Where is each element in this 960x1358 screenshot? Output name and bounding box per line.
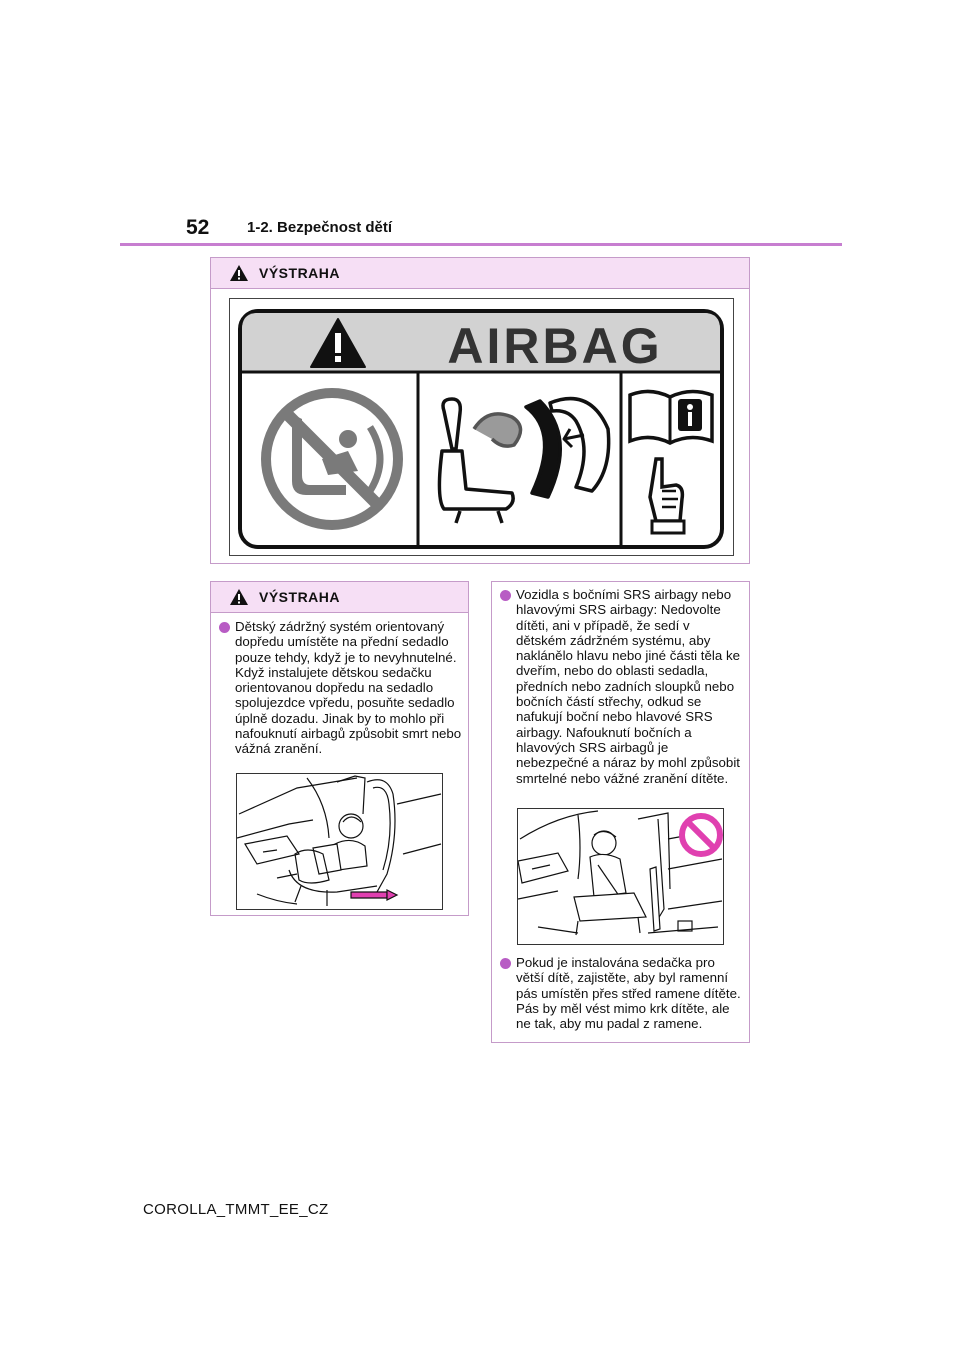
forward-seat-illustration bbox=[236, 773, 443, 910]
document-code: COROLLA_TMMT_EE_CZ bbox=[143, 1201, 329, 1218]
warning-bullet bbox=[217, 619, 462, 757]
bullet-text: Dětský zádržný systém orientovaný dopředu umístěte na přední sedadlo pouze tehdy, když je to nevyhnutelné. Když instalujete dětskou sedačku orientovanou dopředu na sedadlo spolujezdce vpředu, posuňte sedadlo úplně dozadu. Jinak by to mohlo při nafouknutí airbagů způsobit smrt nebo vážná zranění. bbox=[235, 619, 462, 757]
bullet-dot bbox=[219, 622, 230, 633]
forward-seat-warning-box bbox=[210, 581, 469, 916]
side-airbag-caution-box bbox=[491, 581, 750, 1043]
caution-bullet-2 bbox=[498, 955, 743, 1031]
airbag-label-text: AIRBAG bbox=[447, 318, 663, 374]
page-number: 52 bbox=[186, 216, 210, 239]
bullet-dot bbox=[500, 958, 511, 969]
warning-triangle-icon bbox=[229, 264, 249, 282]
airbag-warning-box bbox=[210, 257, 750, 564]
warning-triangle-icon bbox=[229, 588, 249, 606]
child-leaning-illustration bbox=[517, 808, 724, 945]
warning-title: VÝSTRAHA bbox=[259, 265, 341, 281]
bullet-dot bbox=[500, 590, 511, 601]
warning-title: VÝSTRAHA bbox=[259, 589, 341, 605]
section-title: 1-2. Bezpečnost dětí bbox=[247, 219, 393, 236]
caution-bullet-1 bbox=[498, 587, 743, 786]
bullet-text: Pokud je instalována sedačka pro větší dítě, zajistěte, aby byl ramenní pás umístěn přes střed ramene dítěte. Pás by měl vést mimo krk dítěte, ale ne tak, aby mu padal z ramene. bbox=[516, 955, 741, 1032]
bullet-text: Vozidla s bočními SRS airbagy nebo hlavovými SRS airbagy: Nedovolte dítěti, ani v případě, že sedí v dětském zádržném systému, aby naklánělo hlavu nebo jiné části těla ke dveřím, nebo do oblasti sedadla, předních nebo zadních sloupků nebo bočních částí střechy, odkud se nafukují boční nebo hlavové SRS airbagy. Nafouknutí bočních a hlavových SRS airbagů je nebezpečné a náraz by mohl způsobit smrtelné nebo vážné zranění dítěte. bbox=[516, 587, 740, 786]
airbag-label-illustration bbox=[229, 298, 734, 556]
warning-header bbox=[211, 258, 749, 289]
warning-header bbox=[211, 582, 468, 613]
header-rule bbox=[120, 243, 842, 246]
